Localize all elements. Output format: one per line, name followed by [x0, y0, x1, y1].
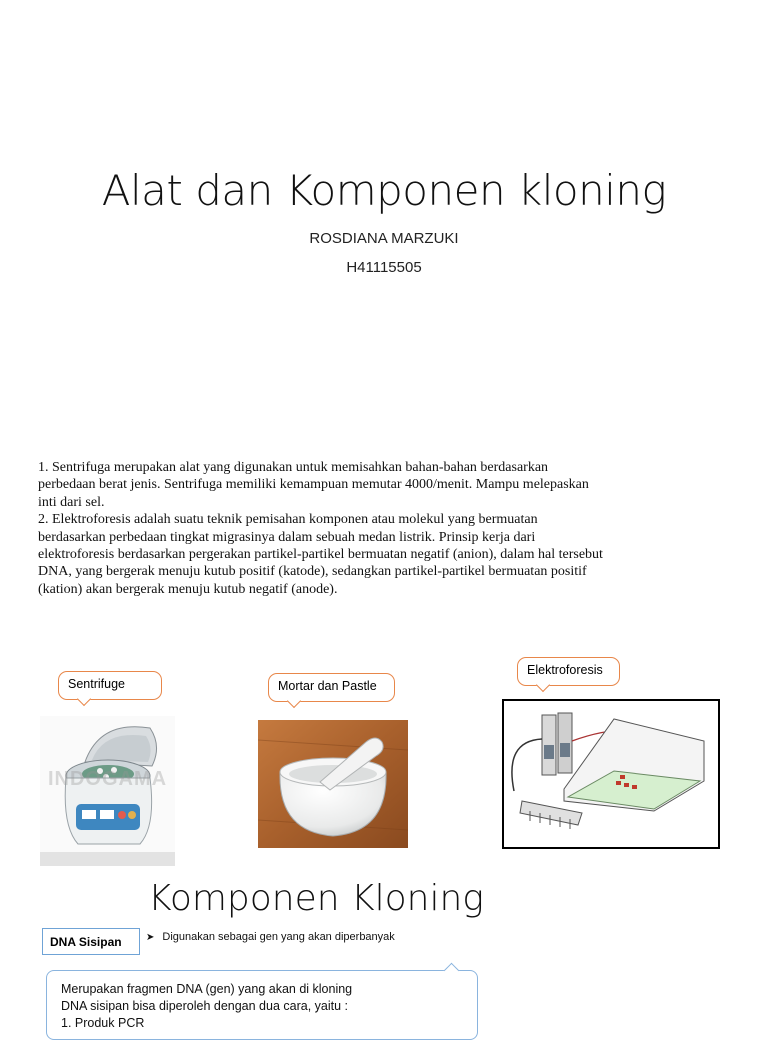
elektroforesis-callout: Elektroforesis: [517, 657, 620, 686]
centrifuge-image: [40, 716, 175, 866]
text-line: berdasarkan perbedaan tingkat migrasinya dalam sebuah medan listrik. Prinsip kerja dari: [38, 529, 536, 545]
student-id: H41115505: [346, 259, 422, 276]
watermark-text: INDOGAMA: [47, 768, 168, 790]
text-line: elektroforesis berdasarkan pergerakan partikel-partikel bermuatan negatif (anion), dalam hal tersebut: [38, 547, 603, 563]
sentrifuge-callout: Sentrifuge: [58, 671, 162, 700]
dna-sisipan-label: DNA Sisipan: [42, 928, 140, 955]
text-line: (kation) akan bergerak menuju kutub negatif (anode).: [38, 581, 338, 597]
mortar-pestle-image: [258, 720, 408, 848]
info-box: [46, 970, 478, 1040]
text-line: DNA, yang bergerak menuju kutub positif (katode), sedangkan partikel-partikel bermuatan positif: [38, 564, 587, 580]
slide-title: Alat dan Komponen kloning: [101, 166, 667, 215]
section-title: Komponen Kloning: [148, 878, 484, 919]
text-line: 1. Sentrifuga merupakan alat yang digunakan untuk memisahkan bahan-bahan berdasarkan: [38, 460, 549, 475]
mortar-callout: Mortar dan Pastle: [268, 673, 395, 702]
bullet-item: [146, 931, 395, 943]
info-line: 1. Produk PCR: [61, 1016, 145, 1030]
text-line: inti dari sel.: [38, 494, 105, 510]
info-line: Merupakan fragmen DNA (gen) yang akan di kloning: [61, 982, 353, 996]
author-name: ROSDIANA MARZUKI: [309, 230, 459, 247]
text-line: 2. Elektroforesis adalah suatu teknik pemisahan komponen atau molekul yang bermuatan: [38, 512, 538, 528]
electrophoresis-image: [502, 699, 720, 849]
text-line: perbedaan berat jenis. Sentrifuga memiliki kemampuan memutar 4000/menit. Mampu melepaskan: [38, 477, 589, 493]
description-text: [38, 459, 698, 598]
bullet-text: Digunakan sebagai gen yang akan diperbanyak: [162, 931, 395, 943]
info-line: DNA sisipan bisa diperoleh dengan dua cara, yaitu :: [61, 999, 348, 1013]
arrow-bullet-icon: ➤: [146, 932, 155, 943]
